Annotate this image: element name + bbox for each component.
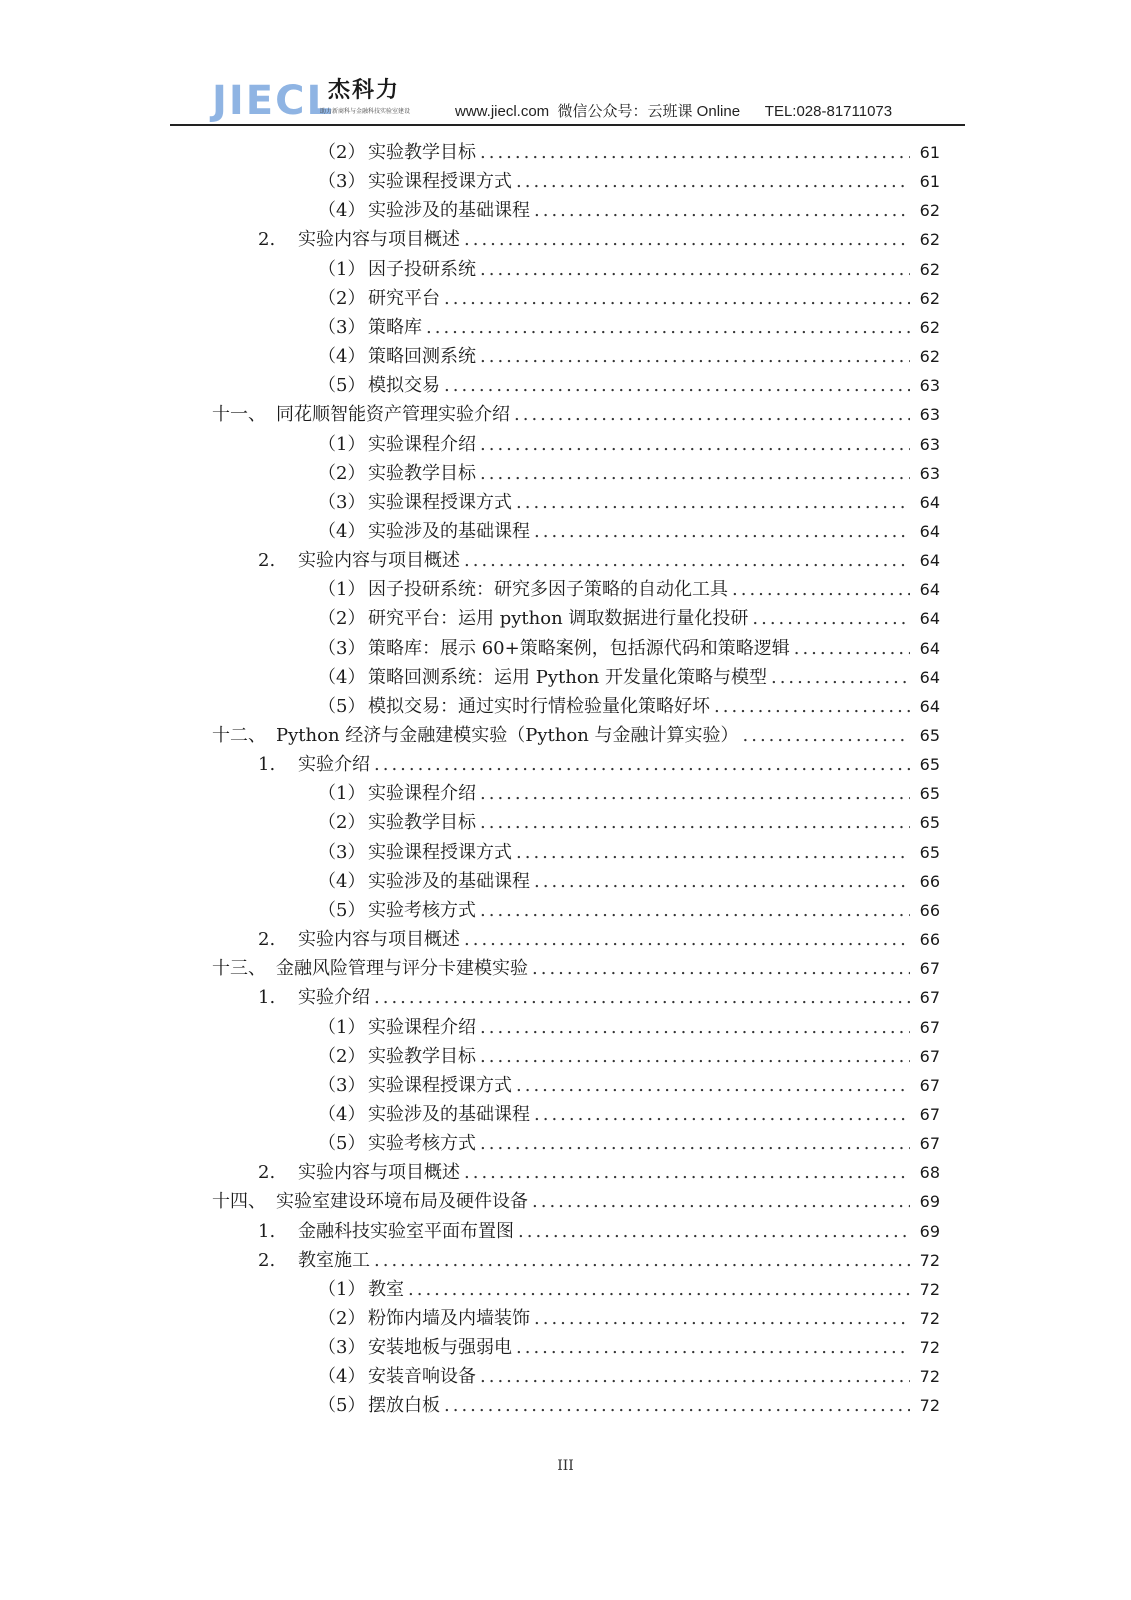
toc-entry-page: 62 xyxy=(919,347,940,367)
page-number: III xyxy=(557,1458,574,1474)
toc-entry-title: 模拟交易：通过实时行情检验量化策略好坏 xyxy=(368,695,710,717)
toc-entry[interactable] xyxy=(258,925,940,955)
toc-dot-leader xyxy=(374,983,910,1013)
toc-entry-title: 研究平台：运用 python 调取数据进行量化投研 xyxy=(368,608,749,630)
toc-dot-leader xyxy=(480,1362,910,1392)
header-contact-info: www.jiecl.com 微信公众号：云班课 Online TEL:028-81711073 xyxy=(455,103,893,120)
toc-entry[interactable] xyxy=(258,1246,940,1276)
toc-entry-number: （3） xyxy=(318,491,366,513)
toc-entry-page: 72 xyxy=(919,1367,940,1387)
toc-entry-page: 63 xyxy=(919,376,940,396)
toc-entry-number: （5） xyxy=(318,1133,366,1155)
toc-entry[interactable] xyxy=(212,954,940,984)
toc-entry-page: 67 xyxy=(919,1075,940,1095)
toc-entry-number: （2） xyxy=(318,462,366,484)
toc-entry[interactable] xyxy=(318,196,940,226)
toc-dot-leader xyxy=(480,342,910,372)
toc-entry-number: 2. xyxy=(258,929,276,951)
toc-entry[interactable] xyxy=(318,604,940,634)
logo: JIECL xyxy=(212,78,334,124)
toc-dot-leader xyxy=(714,692,910,722)
toc-entry-title: 实验考核方式 xyxy=(368,1133,476,1155)
toc-entry-title: 实验涉及的基础课程 xyxy=(368,1103,530,1125)
toc-entry-title: 实验内容与项目概述 xyxy=(298,550,460,572)
toc-entry-page: 66 xyxy=(919,900,940,920)
toc-entry-number: （1） xyxy=(318,433,366,455)
toc-entry[interactable] xyxy=(258,1158,940,1188)
logo-tagline: 助力新商科与金融科技实验室建设 xyxy=(320,108,411,115)
toc-entry-page: 64 xyxy=(919,609,940,629)
toc-entry[interactable] xyxy=(318,284,940,314)
toc-entry[interactable] xyxy=(318,575,940,605)
toc-entry-page: 64 xyxy=(919,521,940,541)
toc-entry-page: 67 xyxy=(919,1134,940,1154)
toc-dot-leader xyxy=(374,750,910,780)
toc-entry-number: （2） xyxy=(318,142,366,163)
toc-entry-title: 实验内容与项目概述 xyxy=(298,229,460,251)
toc-entry[interactable] xyxy=(318,1304,940,1334)
toc-dot-leader xyxy=(480,430,910,460)
toc-entry-page: 61 xyxy=(919,172,940,192)
toc-dot-leader xyxy=(534,1304,910,1334)
toc-entry[interactable] xyxy=(318,517,940,547)
toc-entry-number: 1. xyxy=(258,987,276,1009)
toc-entry-number: （4） xyxy=(318,200,366,222)
toc-entry-title: 实验室建设环境布局及硬件设备 xyxy=(276,1191,528,1213)
toc-entry-number: （5） xyxy=(318,1395,366,1417)
toc-entry-number: （5） xyxy=(318,375,366,397)
toc-entry-number: 十三、 xyxy=(212,958,266,980)
toc-entry[interactable] xyxy=(318,1100,940,1130)
toc-entry[interactable] xyxy=(318,1333,940,1363)
toc-entry[interactable] xyxy=(258,546,940,576)
toc-dot-leader xyxy=(752,604,910,634)
toc-entry-number: （2） xyxy=(318,287,366,309)
toc-entry-title: 策略库：展示 60+策略案例，包括源代码和策略逻辑 xyxy=(368,637,790,659)
toc-entry[interactable] xyxy=(318,779,940,809)
toc-dot-leader xyxy=(480,896,910,926)
toc-entry-title: 因子投研系统：研究多因子策略的自动化工具 xyxy=(368,579,728,601)
toc-entry-page: 66 xyxy=(919,930,940,950)
toc-entry-page: 63 xyxy=(919,405,940,425)
toc-entry-page: 72 xyxy=(919,1338,940,1358)
toc-dot-leader xyxy=(444,1391,910,1421)
toc-entry-number: 十一、 xyxy=(212,404,266,426)
toc-dot-leader xyxy=(771,663,910,693)
toc-entry[interactable] xyxy=(258,983,940,1013)
toc-entry-number: （1） xyxy=(318,579,366,601)
toc-entry-page: 64 xyxy=(919,580,940,600)
toc-dot-leader xyxy=(480,255,910,285)
toc-entry-page: 67 xyxy=(919,1046,940,1066)
toc-entry-number: （3） xyxy=(318,841,366,863)
toc-entry-page: 68 xyxy=(919,1163,940,1183)
toc-entry-page: 65 xyxy=(919,755,940,775)
toc-entry-title: 实验课程授课方式 xyxy=(368,1074,512,1096)
toc-entry-page: 62 xyxy=(919,288,940,308)
toc-entry-title: 实验课程介绍 xyxy=(368,433,476,455)
toc-dot-leader xyxy=(516,838,910,868)
toc-entry-number: （1） xyxy=(318,258,366,280)
toc-entry-number: （4） xyxy=(318,520,366,542)
toc-entry-title: 粉饰内墙及内墙装饰 xyxy=(368,1308,530,1329)
toc-dot-leader xyxy=(480,1042,910,1072)
toc-entry-page: 61 xyxy=(919,143,940,162)
toc-dot-leader xyxy=(518,1217,910,1247)
toc-entry-number: （5） xyxy=(318,899,366,921)
toc-entry[interactable] xyxy=(318,342,940,372)
toc-entry-number: 十二、 xyxy=(212,725,266,746)
toc-entry-number: 2. xyxy=(258,1162,276,1184)
toc-dot-leader xyxy=(464,225,910,255)
toc-entry-page: 63 xyxy=(919,463,940,483)
toc-entry[interactable] xyxy=(318,634,940,664)
toc-entry[interactable] xyxy=(318,1042,940,1072)
toc-entry[interactable] xyxy=(318,1275,940,1305)
toc-entry[interactable] xyxy=(212,400,940,430)
toc-entry-title: 实验内容与项目概述 xyxy=(298,929,460,951)
toc-entry-page: 64 xyxy=(919,638,940,658)
toc-entry-page: 67 xyxy=(919,1017,940,1037)
toc-entry-number: （4） xyxy=(318,1103,366,1125)
toc-entry-page: 65 xyxy=(919,842,940,862)
toc-dot-leader xyxy=(480,808,910,838)
toc-dot-leader xyxy=(480,1013,910,1043)
toc-entry-title: 实验介绍 xyxy=(298,987,370,1009)
toc-entry-title: 实验教学目标 xyxy=(368,142,476,163)
toc-entry-number: 2. xyxy=(258,1249,276,1271)
toc-dot-leader xyxy=(516,1333,910,1363)
toc-entry[interactable] xyxy=(318,692,940,722)
toc-entry-title: 实验教学目标 xyxy=(368,462,476,484)
toc-entry[interactable] xyxy=(318,138,940,168)
toc-dot-leader xyxy=(444,284,910,314)
toc-entry[interactable] xyxy=(318,255,940,285)
toc-entry-page: 69 xyxy=(919,1221,940,1241)
toc-entry-page: 64 xyxy=(919,667,940,687)
toc-entry-number: 2. xyxy=(258,550,276,572)
toc-entry-title: 实验教学目标 xyxy=(368,812,476,834)
toc-entry-page: 64 xyxy=(919,492,940,512)
toc-entry[interactable] xyxy=(318,896,940,926)
toc-entry-number: （3） xyxy=(318,316,366,338)
toc-entry-page: 64 xyxy=(919,551,940,571)
toc-entry-page: 72 xyxy=(919,1250,940,1270)
toc-entry[interactable] xyxy=(258,750,940,780)
toc-dot-leader xyxy=(516,1071,910,1101)
toc-entry-number: （1） xyxy=(318,783,366,805)
toc-dot-leader xyxy=(732,575,910,605)
toc-entry-page: 62 xyxy=(919,259,940,279)
toc-entry-title: 安装音响设备 xyxy=(368,1366,476,1388)
toc-entry-title: 实验教学目标 xyxy=(368,1045,476,1067)
toc-entry-title: 安装地板与强弱电 xyxy=(368,1337,512,1359)
header-divider xyxy=(170,124,965,126)
toc-entry[interactable] xyxy=(318,1071,940,1101)
toc-entry[interactable] xyxy=(318,663,940,693)
toc-entry[interactable] xyxy=(318,313,940,343)
toc-entry[interactable] xyxy=(258,1217,940,1247)
toc-entry-title: 研究平台 xyxy=(368,287,440,309)
toc-dot-leader xyxy=(534,196,910,226)
toc-entry[interactable] xyxy=(318,1391,940,1421)
toc-entry[interactable] xyxy=(318,808,940,838)
toc-entry-number: （3） xyxy=(318,1074,366,1096)
toc-entry-number: （5） xyxy=(318,695,366,717)
toc-entry-title: 实验内容与项目概述 xyxy=(298,1162,460,1184)
toc-entry-number: （4） xyxy=(318,870,366,892)
toc-entry-number: （4） xyxy=(318,666,366,688)
toc-dot-leader xyxy=(480,459,910,489)
toc-entry-title: Python 经济与金融建模实验（Python 与金融计算实验） xyxy=(276,725,739,746)
toc-entry-page: 62 xyxy=(919,201,940,221)
toc-entry-page: 67 xyxy=(919,988,940,1008)
toc-entry-title: 金融风险管理与评分卡建模实验 xyxy=(276,958,528,980)
toc-entry-page: 69 xyxy=(919,1192,940,1212)
toc-dot-leader xyxy=(532,1187,910,1217)
toc-entry-number: （4） xyxy=(318,346,366,368)
toc-entry-number: 2. xyxy=(258,229,276,251)
toc-entry[interactable] xyxy=(318,1013,940,1043)
toc-entry-title: 教室施工 xyxy=(298,1249,370,1271)
toc-dot-leader xyxy=(534,1100,910,1130)
toc-entry[interactable] xyxy=(318,459,940,489)
toc-entry-page: 65 xyxy=(919,784,940,804)
toc-entry[interactable] xyxy=(318,167,940,197)
toc-entry-number: （3） xyxy=(318,637,366,659)
toc-dot-leader xyxy=(794,634,910,664)
toc-dot-leader xyxy=(534,867,910,897)
toc-entry-title: 实验涉及的基础课程 xyxy=(368,200,530,222)
toc-entry-page: 62 xyxy=(919,230,940,250)
toc-entry-number: （4） xyxy=(318,1366,366,1388)
toc-dot-leader xyxy=(743,721,910,751)
toc-entry[interactable] xyxy=(318,371,940,401)
toc-entry-title: 实验课程介绍 xyxy=(368,1016,476,1038)
toc-entry-title: 策略回测系统 xyxy=(368,346,476,368)
toc-entry-number: （1） xyxy=(318,1278,366,1300)
toc-entry-title: 因子投研系统 xyxy=(368,258,476,280)
toc-dot-leader xyxy=(464,925,910,955)
toc-entry-title: 金融科技实验室平面布置图 xyxy=(298,1220,514,1242)
toc-entry-number: （2） xyxy=(318,608,366,630)
toc-dot-leader xyxy=(480,138,910,168)
toc-dot-leader xyxy=(464,546,910,576)
toc-entry[interactable] xyxy=(318,488,940,518)
toc-entry-page: 67 xyxy=(919,1104,940,1124)
toc-entry[interactable] xyxy=(318,430,940,460)
toc-dot-leader xyxy=(516,167,910,197)
toc-entry-page: 67 xyxy=(919,959,940,979)
toc-entry-page: 72 xyxy=(919,1279,940,1299)
logo-chinese-name: 杰科力 xyxy=(328,78,401,103)
toc-entry-title: 教室 xyxy=(368,1278,404,1300)
toc-dot-leader xyxy=(480,779,910,809)
toc-entry-title: 摆放白板 xyxy=(368,1395,440,1417)
toc-entry-title: 实验介绍 xyxy=(298,754,370,776)
toc-entry[interactable] xyxy=(318,1362,940,1392)
toc-dot-leader xyxy=(464,1158,910,1188)
toc-entry[interactable] xyxy=(318,838,940,868)
toc-entry[interactable] xyxy=(258,225,940,255)
toc-entry-title: 实验涉及的基础课程 xyxy=(368,870,530,892)
toc-dot-leader xyxy=(408,1275,910,1305)
toc-entry[interactable] xyxy=(318,1129,940,1159)
toc-entry-number: （3） xyxy=(318,1337,366,1359)
toc-entry-title: 实验课程授课方式 xyxy=(368,491,512,513)
toc-entry-number: 十四、 xyxy=(212,1191,266,1213)
toc-entry-page: 64 xyxy=(919,696,940,716)
toc-entry-title: 策略回测系统：运用 Python 开发量化策略与模型 xyxy=(368,666,767,688)
toc-entry-page: 62 xyxy=(919,317,940,337)
toc-entry-number: （2） xyxy=(318,1308,366,1329)
page-header xyxy=(170,72,965,128)
toc-entry-title: 实验课程授课方式 xyxy=(368,171,512,193)
toc-dot-leader xyxy=(374,1246,910,1276)
toc-entry-title: 策略库 xyxy=(368,316,422,338)
toc-entry-page: 63 xyxy=(919,434,940,454)
toc-entry-number: （2） xyxy=(318,812,366,834)
toc-dot-leader xyxy=(514,400,910,430)
toc-entry-title: 同花顺智能资产管理实验介绍 xyxy=(276,404,510,426)
toc-entry-page: 65 xyxy=(919,726,940,745)
toc-dot-leader xyxy=(532,954,910,984)
toc-entry-number: （3） xyxy=(318,171,366,193)
toc-entry-page: 72 xyxy=(919,1396,940,1416)
toc-dot-leader xyxy=(444,371,910,401)
toc-entry[interactable] xyxy=(212,721,940,751)
toc-entry-title: 实验考核方式 xyxy=(368,899,476,921)
toc-entry-number: （1） xyxy=(318,1016,366,1038)
toc-dot-leader xyxy=(480,1129,910,1159)
toc-entry-number: 1. xyxy=(258,754,276,776)
toc-dot-leader xyxy=(516,488,910,518)
toc-dot-leader xyxy=(534,517,910,547)
toc-entry-number: 1. xyxy=(258,1220,276,1242)
toc-entry[interactable] xyxy=(212,1187,940,1217)
toc-entry-page: 66 xyxy=(919,871,940,891)
toc-entry-number: （2） xyxy=(318,1045,366,1067)
toc-entry[interactable] xyxy=(318,867,940,897)
toc-entry-page: 65 xyxy=(919,813,940,833)
toc-entry-title: 实验涉及的基础课程 xyxy=(368,520,530,542)
toc-dot-leader xyxy=(426,313,910,343)
toc-entry-title: 实验课程介绍 xyxy=(368,783,476,805)
toc-entry-page: 72 xyxy=(919,1309,940,1328)
toc-entry-title: 实验课程授课方式 xyxy=(368,841,512,863)
toc-entry-title: 模拟交易 xyxy=(368,375,440,397)
